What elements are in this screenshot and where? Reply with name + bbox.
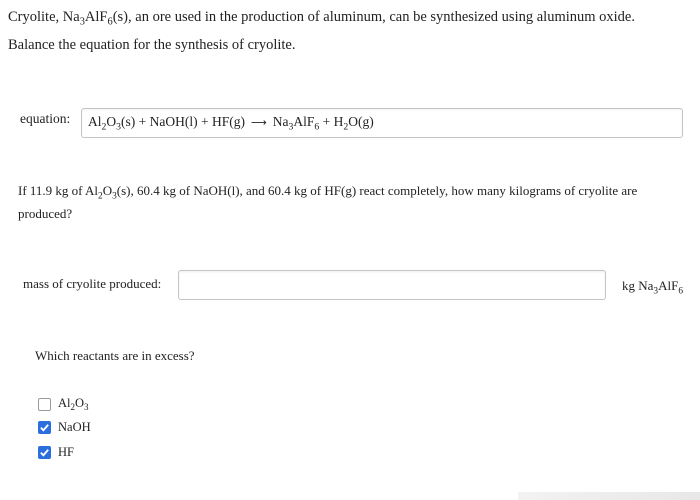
mass-label: mass of cryolite produced: xyxy=(23,276,162,291)
checkmark-icon xyxy=(39,422,50,433)
checkmark-icon xyxy=(39,447,50,458)
option-al2o3[interactable] xyxy=(38,396,89,412)
footer-faded-text xyxy=(518,492,700,500)
option-naoh[interactable] xyxy=(38,420,91,435)
checkbox-hf[interactable] xyxy=(38,446,51,459)
checkbox-naoh[interactable] xyxy=(38,421,51,434)
intro-line-2: Balance the equation for the synthesis of cryolite. xyxy=(8,37,296,53)
option-hf[interactable] xyxy=(38,445,74,460)
question-mass-text: If 11.9 kg of $Al_2O_3(s)$, 60.4 kg of NaOH(l), and 60.4 kg of HF(g) react completely, how many kilograms of cryolite are produced? xyxy=(18,183,638,222)
question-excess-text: Which reactants are in excess? xyxy=(35,348,195,363)
equation-content: $Al_2O_3(s)$ + NaOH(l) + HF(g) ⟶ $Na_3AlF_6 + H_2O(g)$ xyxy=(88,114,374,133)
option-label-naoh: NaOH xyxy=(58,420,91,434)
equation-input[interactable] xyxy=(81,108,683,138)
mass-input[interactable] xyxy=(178,270,606,300)
reaction-arrow-icon: ⟶ xyxy=(250,116,267,129)
mass-unit: kg $Na_3AlF_6$ xyxy=(622,278,683,297)
option-label-hf: HF xyxy=(58,445,74,459)
equation-label: equation: xyxy=(20,111,71,126)
intro-line-1: Cryolite, $Na_3AlF_6(s)$, an ore used in the production of aluminum, can be synthesized using aluminum oxide. xyxy=(8,9,635,28)
checkbox-al2o3[interactable] xyxy=(38,398,51,411)
option-label-al2o3: $Al_2O_3$ xyxy=(58,396,89,413)
